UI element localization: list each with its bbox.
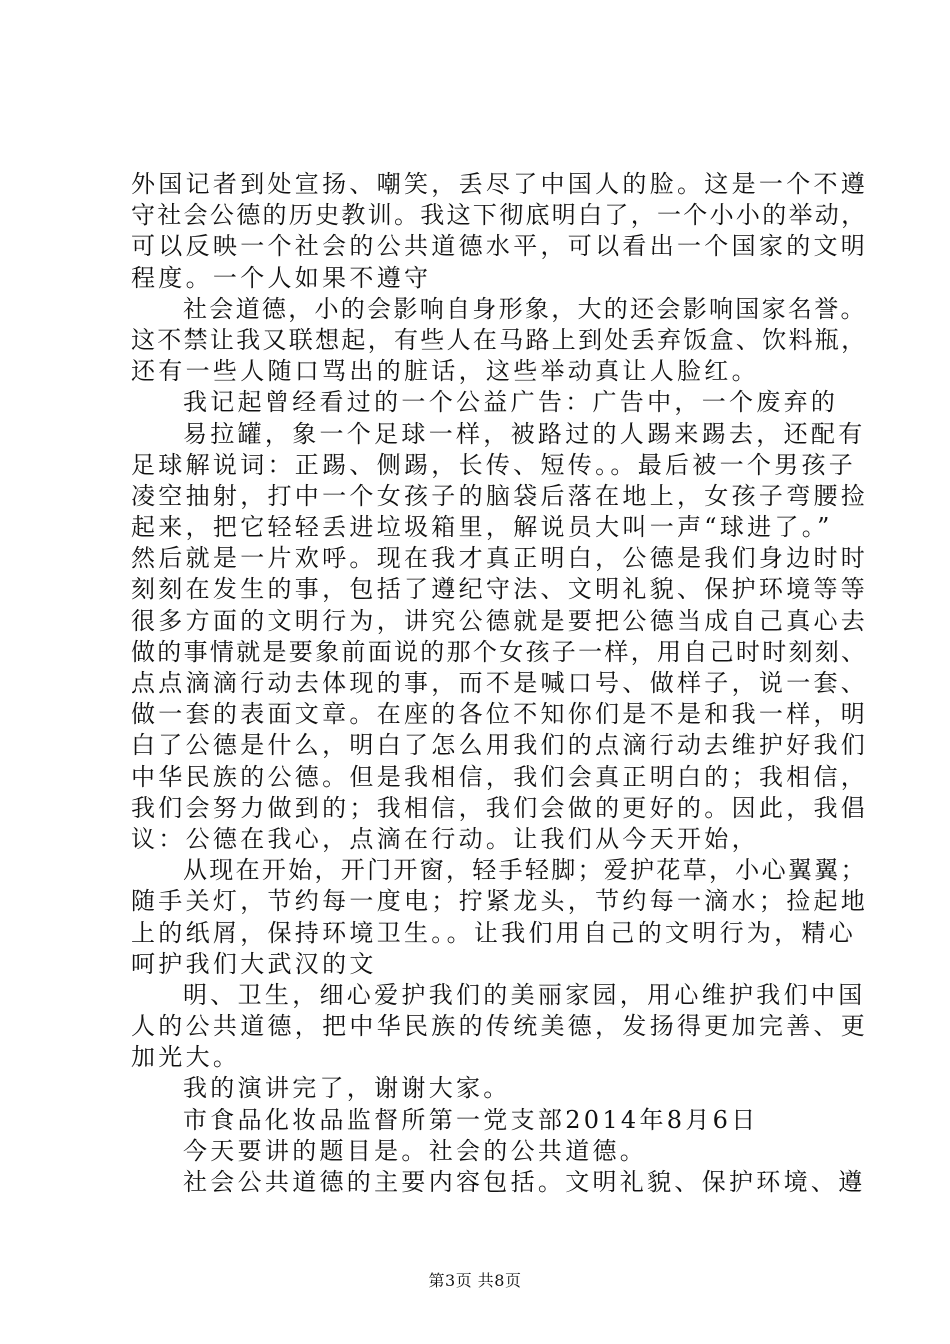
text-line: 议：公德在我心，点滴在行动。让我们从今天开始， (131, 824, 759, 853)
text-line: 社会道德，小的会影响自身形象，大的还会影响国家名誉。 (183, 294, 867, 323)
document-body (131, 169, 869, 1198)
text-line: 社会公共道德的主要内容包括。文明礼貌、保护环境、遵 (183, 1168, 866, 1196)
text-line: 呵护我们大武汉的文 (131, 949, 377, 978)
text-line: 今天要讲的题目是。社会的公共道德。 (183, 1136, 648, 1165)
text-line: 起来，把它轻轻丢进垃圾箱里，解说员大叫一声“球进了。” (131, 513, 833, 542)
text-line: 我记起曾经看过的一个公益广告：广告中，一个废弃的 (183, 388, 839, 417)
page-number-footer: 第3页 共8页 (428, 1271, 522, 1290)
text-line: 外国记者到处宣扬、嘲笑，丢尽了中国人的脸。这是一个不遵 (131, 170, 869, 198)
text-line: 随手关灯，节约每一度电；拧紧龙头，节约每一滴水；捡起地 (131, 887, 869, 916)
text-line: 程度。一个人如果不遵守 (131, 263, 432, 292)
text-line: 人的公共道德，把中华民族的传统美德，发扬得更加完善、更 (131, 1012, 869, 1041)
text-line: 做一套的表面文章。在座的各位不知你们是不是和我一样，明 (131, 700, 869, 729)
text-line: 还有一些人随口骂出的脏话，这些举动真让人脸红。 (131, 357, 759, 386)
text-line: 明、卫生，细心爱护我们的美丽家园，用心维护我们中国 (183, 980, 866, 1009)
text-line: 刻刻在发生的事，包括了遵纪守法、文明礼貌、保护环境等等 (131, 575, 869, 604)
text-line: 我们会努力做到的；我相信，我们会做的更好的。因此，我倡 (131, 793, 869, 822)
text-line: 我的演讲完了，谢谢大家。 (183, 1074, 511, 1103)
text-line: 凌空抽射，打中一个女孩子的脑袋后落在地上，女孩子弯腰捡 (131, 481, 869, 510)
text-line: 点点滴滴行动去体现的事，而不是喊口号、做样子，说一套、 (131, 669, 869, 697)
text-line: 守社会公德的历史教训。我这下彻底明白了，一个小小的举动， (131, 201, 868, 230)
text-line: 上的纸屑，保持环境卫生。。让我们用自己的文明行为，精心 (131, 918, 857, 947)
text-line: 中华民族的公德。但是我相信，我们会真正明白的；我相信， (131, 762, 869, 791)
text-line: 这不禁让我又联想起，有些人在马路上到处丢弃饭盒、饮料瓶， (131, 325, 868, 354)
text-line: 然后就是一片欢呼。现在我才真正明白，公德是我们身边时时 (131, 544, 869, 573)
text-line: 很多方面的文明行为，讲究公德就是要把公德当成自己真心去 (131, 606, 869, 635)
text-line: 做的事情就是要象前面说的那个女孩子一样，用自己时时刻刻、 (131, 637, 868, 666)
text-line: 足球解说词：正踢、侧踢，长传、短传。。最后被一个男孩子 (131, 450, 857, 479)
text-line: 市食品化妆品监督所第一党支部2014年8月6日 (183, 1105, 759, 1134)
text-line: 易拉罐，象一个足球一样，被路过的人踢来踢去，还配有 (183, 419, 866, 448)
text-line: 白了公德是什么，明白了怎么用我们的点滴行动去维护好我们 (131, 731, 869, 760)
text-line: 可以反映一个社会的公共道德水平，可以看出一个国家的文明 (131, 232, 869, 261)
text-line: 加光大。 (131, 1043, 241, 1072)
text-line: 从现在开始，开门开窗，轻手轻脚；爱护花草，小心翼翼； (183, 856, 867, 885)
